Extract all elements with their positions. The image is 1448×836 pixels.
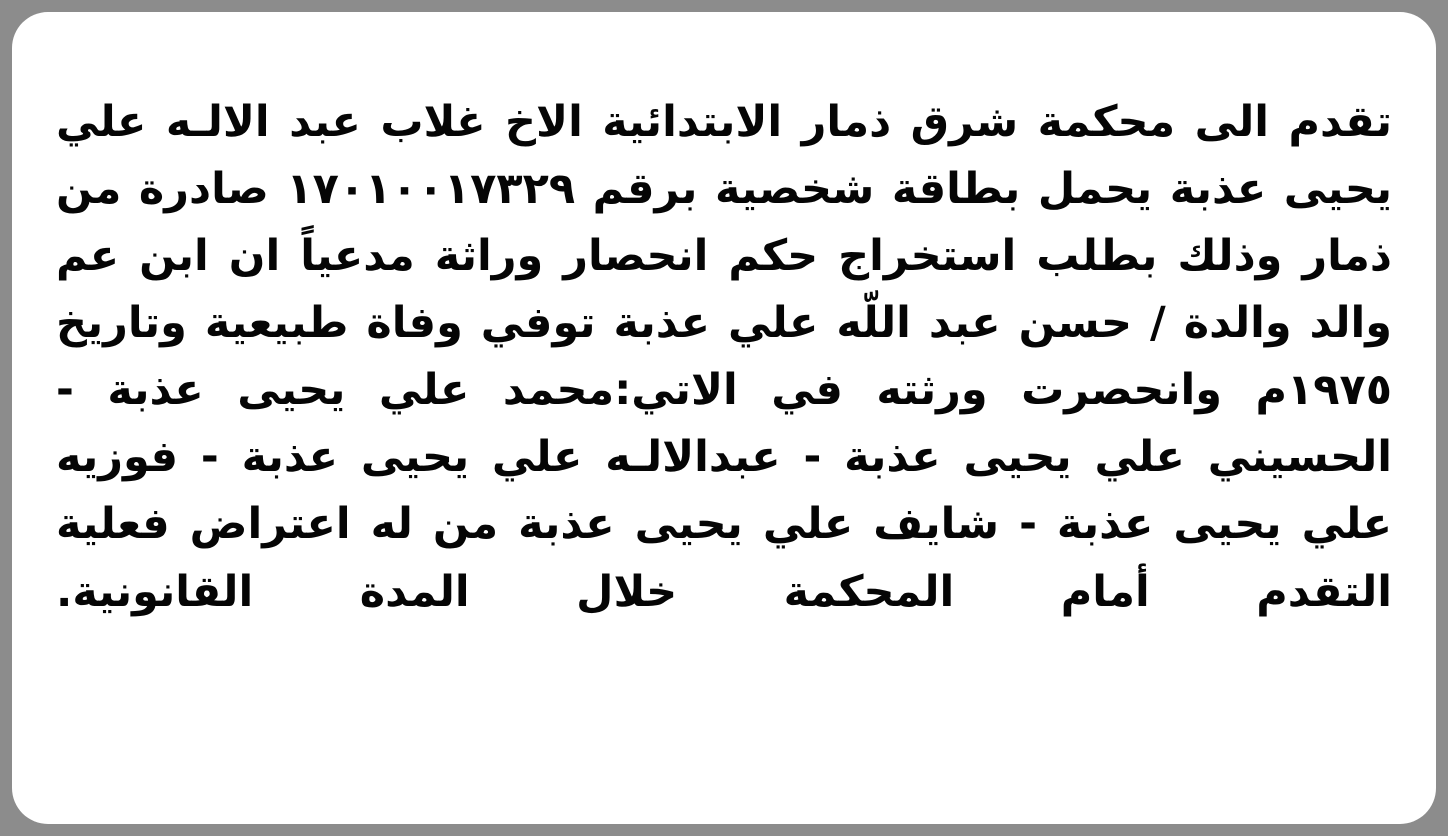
notice-body-text: تقدم الى محكمة شرق ذمار الابتدائية الاخ غلاب عبد الالـه علي يحيى عذبة يحمل بطاقة شخصية برقم ١٧٠١٠٠١٧٣٢٩ صادرة من ذمار وذلك بطلب استخراج حكم انحصار وراثة مدعياً ان ابن عم والد والدة / حسن عبد اللّه علي عذبة توفي وفاة طبيعية وتاريخ ١٩٧٥م وانحصرت ورثته في الاتي:محمد علي يحيى عذبة - الحسيني علي يحيى عذبة - عبدالالـه علي يحيى عذبة - فوزيه علي يحيى عذبة - شايف علي يحيى عذبة من له اعتراض فعلية التقدم أمام المحكمة خلال المدة القانونية. bbox=[56, 97, 1392, 617]
notice-card bbox=[12, 12, 1436, 824]
